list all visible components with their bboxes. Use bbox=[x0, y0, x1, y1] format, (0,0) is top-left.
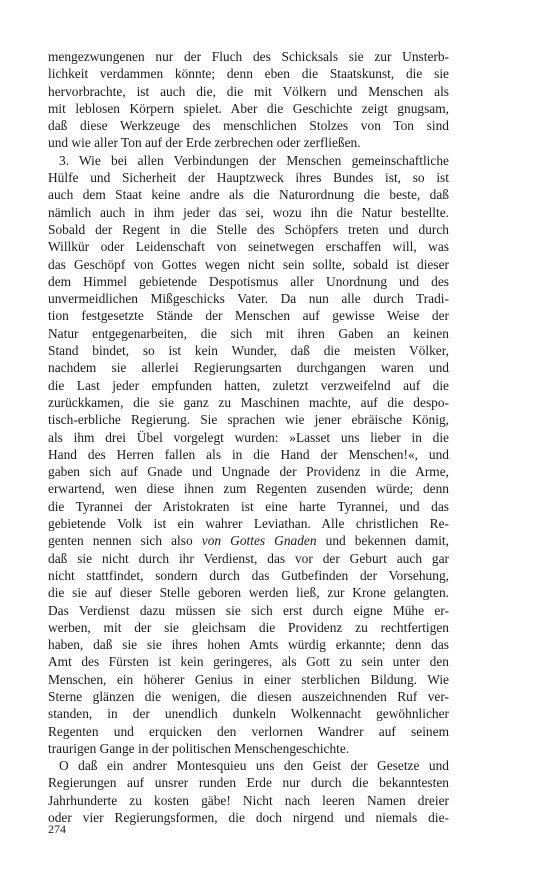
text-line: die sie auf dieser Stelle geboren werden ließ, zur Krone gelangten. bbox=[48, 585, 449, 601]
text-line: nämlich auch in ihm jeder das sei, wozu ihn die Natur bestellte. bbox=[48, 204, 449, 220]
text-line: Jahrhunderte zu kosten gäbe! Nicht nach leeren Namen dreier bbox=[48, 792, 449, 808]
text-line: Das Verdienst dazu müssen sie sich erst durch eigne Mühe er- bbox=[48, 602, 449, 618]
text-line: mit leblosen Körpern spielet. Aber die Geschichte zeigt gnugsam, bbox=[48, 100, 449, 116]
text-line: Stand bindet, so ist kein Wunder, daß die meisten Völker, bbox=[48, 343, 449, 359]
text-line: auch dem Staat keine andre als die Naturordnung die beste, daß bbox=[48, 187, 449, 203]
text-line: lichkeit verdammen könnte; denn eben die Staatskunst, die sie bbox=[48, 66, 449, 82]
text-line-segment: und bekennen damit, bbox=[316, 533, 449, 549]
text-line: gaben sich auf Gnade und Ungnade der Providenz in die Arme, bbox=[48, 464, 449, 480]
text-line: und wie aller Ton auf der Erde zerbrechen oder zerfließen. bbox=[48, 135, 361, 151]
text-line: tisch-erbliche Regierung. Sie sprachen wie jener ebräische König, bbox=[48, 412, 449, 428]
text-line: O daß ein andrer Montesquieu uns den Geist der Gesetze und bbox=[59, 758, 449, 774]
text-line: tion festgesetzte Stände der Menschen auf gewisse Weise der bbox=[48, 308, 449, 324]
text-line: Natur entgegenarbeiten, die sich mit ihren Gaben an keinen bbox=[48, 325, 449, 341]
text-line: daß sie nicht durch ihr Verdienst, das vor der Geburt auch gar bbox=[48, 550, 449, 566]
text-line: Amt des Fürsten ist kein geringeres, als Gott zu sein unter den bbox=[48, 654, 449, 670]
text-line-segment: genten nennen sich also bbox=[48, 533, 202, 549]
text-line: unvermeidlichen Mißgeschicks Vater. Da nun alle durch Tradi- bbox=[48, 291, 449, 307]
text-line: daß diese Werkzeuge des menschlichen Stolzes von Ton sind bbox=[48, 118, 449, 134]
page-body bbox=[48, 48, 449, 826]
text-line: standen, in der unendlich dunkeln Wolkennacht gewöhnlicher bbox=[48, 706, 449, 722]
text-line: Regierungen auf unsrer runden Erde nur durch die bekanntesten bbox=[48, 775, 449, 791]
text-line: Hand des Herren fallen als in die Hand der Menschen!«, und bbox=[48, 446, 449, 462]
text-line: Menschen, ein höherer Genius in einer sterblichen Bildung. Wie bbox=[48, 671, 449, 687]
text-line: werben, mit der sie gleichsam die Providenz zu rechtfertigen bbox=[48, 619, 449, 635]
text-line: die Tyrannei der Aristokraten ist eine harte Tyrannei, und das bbox=[48, 498, 449, 514]
text-line: als ihm drei Übel vorgelegt wurden: »Lasset uns lieber in die bbox=[48, 429, 449, 445]
text-line: haben, daß sie sie ihres hohen Amts würdig erkannte; denn das bbox=[48, 637, 449, 653]
text-line: nachdem sie allerlei Regierungsarten durchgangen waren und bbox=[48, 360, 449, 376]
text-line: zurückkamen, die sie ganz zu Maschinen machte, auf die despo- bbox=[48, 394, 449, 410]
text-line: nicht stattfindet, sondern durch das Gutbefinden der Vorsehung, bbox=[48, 567, 449, 583]
text-line: 3. Wie bei allen Verbindungen der Menschen gemeinschaftliche bbox=[59, 152, 449, 168]
text-line: traurigen Gange in der politischen Menschengeschichte. bbox=[48, 740, 350, 756]
text-line bbox=[48, 532, 449, 549]
text-line: das Geschöpf von Gottes wegen nicht sein sollte, sobald ist dieser bbox=[48, 256, 449, 272]
text-line: erwartend, wen diese ihnen zum Regenten zusenden würde; denn bbox=[48, 481, 449, 497]
text-line: Regenten und erquicken den verlornen Wandrer auf seinem bbox=[48, 723, 449, 739]
text-line: oder vier Regierungsformen, die doch nirgend und niemals die- bbox=[48, 810, 449, 826]
page-number: 274 bbox=[48, 822, 66, 836]
text-line: hervorbrachte, ist auch die, die mit Völkern und Menschen als bbox=[48, 83, 449, 99]
text-line: die Last jeder empfunden hatten, zuletzt verzweifelnd auf die bbox=[48, 377, 449, 393]
text-line: gebietende Volk ist ein wahrer Leviathan. Alle christlichen Re- bbox=[48, 516, 449, 532]
text-line: Sterne glänzen die wenigen, die diesen auszeichnenden Ruf ver- bbox=[48, 688, 449, 704]
text-line: dem Himmel gebietende Despotismus aller Unordnung und des bbox=[48, 273, 449, 289]
text-line: Sobald der Regent in die Stelle des Schöpfers treten und durch bbox=[48, 221, 449, 237]
text-line: mengezwungenen nur der Fluch des Schicksals sie zur Unsterb- bbox=[48, 49, 449, 64]
text-line: Willkür oder Leidenschaft von seinetwegen erschaffen will, was bbox=[48, 239, 449, 255]
emphasized-phrase: von Gottes Gnaden bbox=[201, 533, 317, 549]
text-line: Hülfe und Sicherheit der Hauptzweck ihres Bundes ist, so ist bbox=[48, 170, 449, 186]
